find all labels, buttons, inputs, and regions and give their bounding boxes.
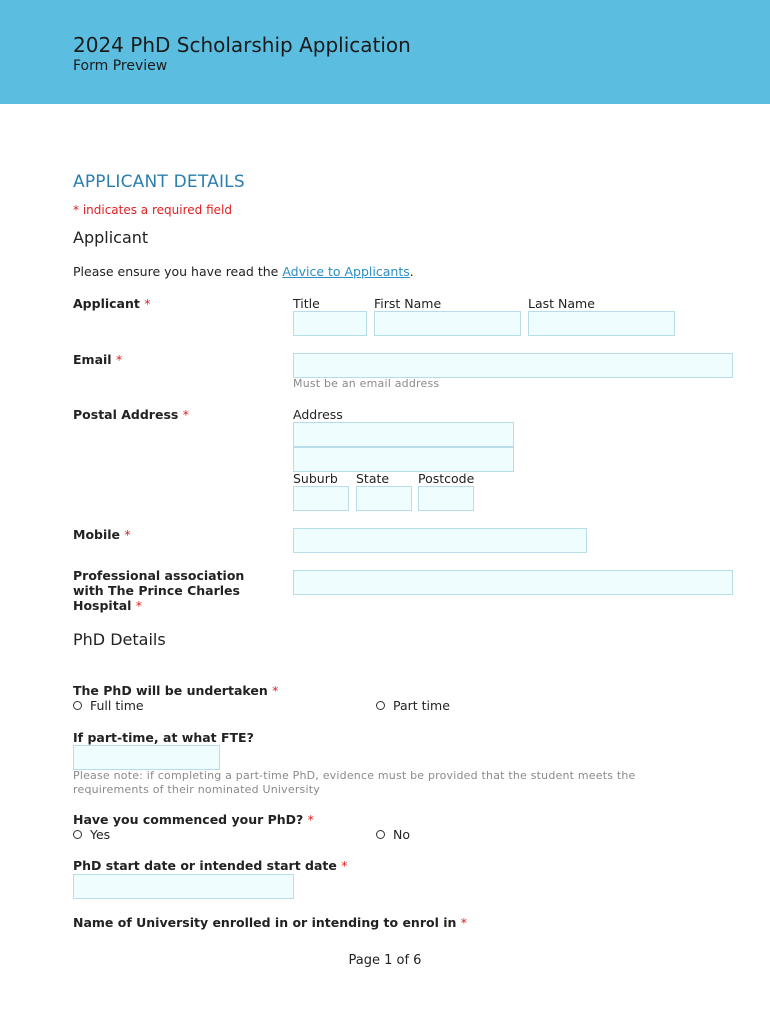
postcode-label: Postcode [418,471,475,486]
required-star: * [272,683,279,698]
required-star: * [460,915,468,930]
last-name-label: Last Name [528,296,595,311]
radio-button[interactable] [376,830,385,839]
required-star: * [124,527,131,542]
start-date-input[interactable] [73,874,294,899]
applicant-intro [73,264,414,279]
radio-button[interactable] [73,701,82,710]
fte-label: If part-time, at what FTE? [73,730,254,745]
full-time-option[interactable]: Full time [73,698,144,713]
intro-text: Please ensure you have read the [73,264,283,279]
last-name-input[interactable] [528,311,675,336]
intro-suffix: . [409,264,414,279]
address-line2-input[interactable] [293,447,514,472]
phd-group-title: PhD Details [73,630,166,649]
section-title: APPLICANT DETAILS [73,172,245,192]
first-name-input[interactable] [374,311,521,336]
required-star: * [307,812,314,827]
required-field-note: * indicates a required field [73,203,232,217]
mobile-input[interactable] [293,528,587,553]
form-title: 2024 PhD Scholarship Application [73,33,411,57]
postcode-input[interactable] [418,486,474,511]
address-line1-input[interactable] [293,422,514,447]
start-date-label: PhD start date or intended start date * [73,858,348,873]
phd-undertaken-label: The PhD will be undertaken * [73,683,279,698]
required-star: * [182,407,189,422]
fte-help: Please note: if completing a part-time PhD, evidence must be provided that the student meets the requirements of their nominated University [73,769,636,796]
commenced-no-option[interactable]: No [376,827,410,842]
advice-to-applicants-link[interactable]: Advice to Applicants [282,264,410,279]
suburb-label: Suburb [293,471,338,486]
postal-address-label: Postal Address * [73,407,189,422]
state-label: State [356,471,390,486]
required-star: * [135,598,143,613]
suburb-input[interactable] [293,486,349,511]
form-header [0,0,770,104]
university-label: Name of University enrolled in or intending to enrol in * [73,915,468,930]
email-label: Email * [73,352,123,367]
part-time-option[interactable]: Part time [376,698,450,713]
required-star: * [341,858,348,873]
email-help: Must be an email address [293,377,440,390]
page-number: Page 1 of 6 [348,953,422,968]
fte-input[interactable] [73,745,220,770]
required-star: * [115,352,123,367]
form-subtitle: Form Preview [73,58,168,74]
commenced-yes-option[interactable]: Yes [73,827,110,842]
radio-button[interactable] [73,830,82,839]
first-name-label: First Name [374,296,442,311]
mobile-label: Mobile * [73,527,131,542]
applicant-label: Applicant * [73,296,151,311]
title-input[interactable] [293,311,367,336]
commenced-label: Have you commenced your PhD? * [73,812,314,827]
association-input[interactable] [293,570,733,595]
title-label: Title [293,296,320,311]
email-input[interactable] [293,353,733,378]
address-label: Address [293,407,343,422]
radio-button[interactable] [376,701,385,710]
required-star: * [144,296,151,311]
applicant-group-title: Applicant [73,228,149,247]
association-label: Professional association with The Prince Charles Hospital * [73,568,245,613]
state-input[interactable] [356,486,412,511]
